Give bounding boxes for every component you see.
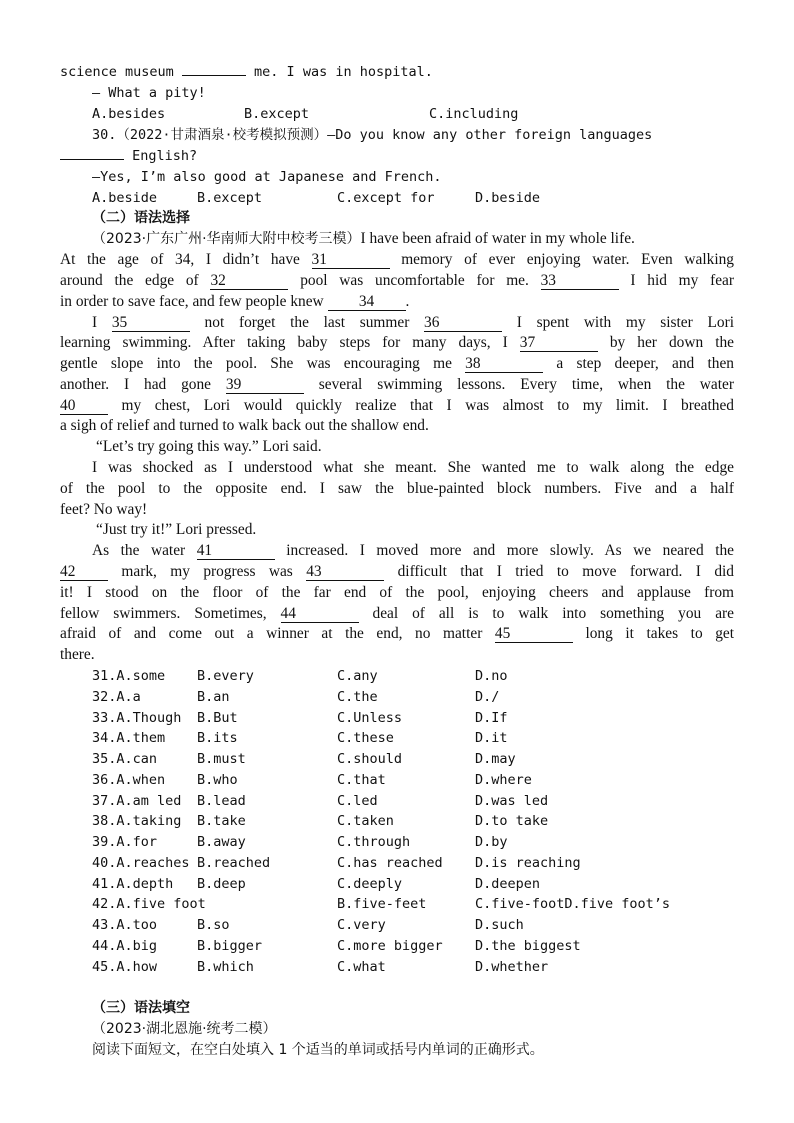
blank-38: 38 <box>465 355 543 373</box>
choice-option: C.more bigger <box>337 937 443 954</box>
blank-41: 41 <box>197 542 275 560</box>
choice-option: C.what <box>337 958 386 975</box>
choice-option: 36.A.when <box>92 771 166 788</box>
passage-text: memory of ever enjoying water. Even walking <box>389 251 734 268</box>
blank-40: 40 <box>60 397 108 415</box>
blank-31: 31 <box>312 251 390 269</box>
blank-35: 35 <box>112 314 190 332</box>
choice-option: 40.A.reaches <box>92 854 190 871</box>
passage-text: learning swimming. After taking baby steps for many days, I <box>60 334 520 351</box>
choice-option: C.should <box>337 751 403 767</box>
answer-blank <box>60 159 124 160</box>
blank-33: 33 <box>541 272 619 290</box>
passage-line <box>60 396 734 416</box>
blank-39: 39 <box>226 376 304 394</box>
passage-line <box>60 250 734 270</box>
passage-text: mark, my progress was <box>108 563 307 580</box>
choice-option: 41.A.depth <box>92 875 174 892</box>
passage-line <box>92 541 734 561</box>
q30-stem: 30.（2022·甘肃酒泉·校考模拟预测）—Do you know any other foreign languages <box>92 127 653 143</box>
passage-line <box>60 562 734 582</box>
choice-option: C.any <box>337 668 378 684</box>
choice-option: D.deepen <box>475 875 541 892</box>
choice-option: 38.A.taking <box>92 813 182 830</box>
passage-line <box>60 271 734 291</box>
choice-option: D.may <box>475 751 516 767</box>
choice-option: C.five-footD.five foot’s <box>475 896 671 913</box>
choice-option: C.led <box>337 792 378 809</box>
choice-option: 37.A.am led <box>92 792 182 809</box>
blank-43: 43 <box>306 563 384 581</box>
q29-line <box>60 62 433 82</box>
passage-text: fellow swimmers. Sometimes, <box>60 605 281 622</box>
blank-44: 44 <box>281 605 359 623</box>
passage-quote: “Just try it!” Lori pressed. <box>96 521 257 538</box>
passage-text: by her down the <box>597 334 735 351</box>
passage-text: another. I had gone <box>60 376 226 393</box>
choice-option: C.deeply <box>337 875 403 892</box>
blank-45: 45 <box>495 625 573 643</box>
section-heading-grammar-choice: （二）语法选择 <box>92 210 190 226</box>
choice-option: 32.A.a <box>92 688 141 705</box>
passage-text: I <box>92 314 112 331</box>
passage-text: long it takes to get <box>572 625 734 642</box>
choice-option: B.an <box>197 688 230 705</box>
passage-text: several swimming lessons. Every time, when the water <box>303 376 734 393</box>
choice-option: B.bigger <box>197 937 263 954</box>
choice-option: B.must <box>197 751 246 767</box>
choice-option: C.the <box>337 688 378 705</box>
passage-line <box>60 333 734 353</box>
choice-option: D.where <box>475 771 532 788</box>
q29-option-b: B.except <box>244 106 310 122</box>
choice-option: B.which <box>197 958 254 975</box>
section3-source: （2023·湖北恩施·统考二模） <box>92 1021 277 1037</box>
choice-option: D.it <box>475 730 508 747</box>
choice-option: 39.A.for <box>92 834 158 850</box>
choice-option: B.reached <box>197 854 271 871</box>
answer-blank <box>182 75 246 76</box>
choice-option: D.was led <box>475 792 549 809</box>
choice-option: B.who <box>197 771 238 788</box>
choice-option: 44.A.big <box>92 937 158 954</box>
choice-option: D.by <box>475 834 508 850</box>
passage-line: of the pool to the opposite end. I saw the blue-painted block numbers. Five and a half <box>60 480 734 497</box>
choice-option: 31.A.some <box>92 668 166 684</box>
choice-option: B.its <box>197 730 238 747</box>
choice-option: D.to take <box>475 813 549 830</box>
choice-option: 45.A.how <box>92 958 158 975</box>
passage-source: （2023·广东广州·华南师大附中校考三模） <box>92 231 361 247</box>
choice-option: B.But <box>197 709 238 726</box>
q30-line2 <box>60 146 197 166</box>
passage-text: not forget the last summer <box>189 314 425 331</box>
section3-instruction: 阅读下面短文，在空白处填入 1 个适当的单词或括号内单词的正确形式。 <box>92 1042 544 1058</box>
passage-line <box>60 604 734 624</box>
q30-option-a: A.beside <box>92 190 158 206</box>
choice-option: B.take <box>197 813 246 830</box>
q30-answer: —Yes, I’m also good at Japanese and French. <box>92 169 442 185</box>
choice-option: 42.A.five foot <box>92 896 206 913</box>
passage-text: I spent with my sister Lori <box>502 314 734 331</box>
q29-text-b: me. I was in hospital. <box>245 64 433 80</box>
choice-option: D.whether <box>475 958 549 975</box>
q30-option-c: C.except for <box>337 190 435 206</box>
passage-text: pool was uncomfortable for me. <box>288 272 541 289</box>
q29-text-a: science museum <box>60 64 182 80</box>
q29-reply: — What a pity! <box>92 85 206 101</box>
passage-text: As the water <box>92 542 197 559</box>
choice-option: C.that <box>337 771 386 788</box>
choice-option: B.away <box>197 834 246 850</box>
blank-37: 37 <box>520 334 598 352</box>
blank-34: 34 <box>328 293 406 311</box>
passage-text: afraid of and come out a winner at the end, no matter <box>60 625 495 642</box>
passage-line <box>92 229 734 249</box>
choice-option: D./ <box>475 688 500 705</box>
passage-text: in order to save face, and few people knew <box>60 293 328 310</box>
passage-text: I have been afraid of water in my whole life. <box>360 230 635 247</box>
q29-option-a: A.besides <box>92 106 166 122</box>
passage-line: there. <box>60 646 95 663</box>
choice-option: B.lead <box>197 792 246 809</box>
passage-text: a step deeper, and then <box>543 355 734 372</box>
passage-line <box>60 292 409 312</box>
passage-line <box>92 313 734 333</box>
passage-text: increased. I moved more and more slowly. As we neared the <box>274 542 734 559</box>
choice-option: B.five-feet <box>337 896 427 913</box>
choice-option: C.through <box>337 834 411 850</box>
passage-line <box>60 354 734 374</box>
choice-option: D.no <box>475 668 508 684</box>
choice-option: C.taken <box>337 813 394 830</box>
choice-option: D.is reaching <box>475 854 581 871</box>
choice-option: B.deep <box>197 875 246 892</box>
choice-option: D.such <box>475 917 524 933</box>
passage-text: deal of all is to walk into something you are <box>358 605 734 622</box>
q30-option-b: B.except <box>197 190 263 206</box>
passage-text: I hid my fear <box>618 272 734 289</box>
choice-option: 35.A.can <box>92 751 158 767</box>
choice-option: C.these <box>337 730 394 747</box>
choice-option: D.the biggest <box>475 937 581 954</box>
q29-option-c: C.including <box>429 106 519 122</box>
choice-option: C.very <box>337 917 386 933</box>
passage-quote: “Let’s try going this way.” Lori said. <box>96 438 322 455</box>
passage-line: it! I stood on the floor of the far end of the pool, enjoying cheers and applause from <box>60 584 734 601</box>
passage-text: At the age of 34, I didn’t have <box>60 251 312 268</box>
blank-42: 42 <box>60 563 108 581</box>
passage-line: I was shocked as I understood what she meant. She wanted me to walk along the edge <box>92 459 734 476</box>
choice-option: 33.A.Though <box>92 709 182 726</box>
passage-line <box>60 624 734 644</box>
choice-option: 43.A.too <box>92 917 158 933</box>
q30-option-d: D.beside <box>475 190 541 206</box>
passage-text: difficult that I tried to move forward. I did <box>384 563 734 580</box>
choice-option: 34.A.them <box>92 730 166 747</box>
passage-text: gentle slope into the pool. She was encouraging me <box>60 355 466 372</box>
passage-line: feet? No way! <box>60 501 148 518</box>
choice-option: B.so <box>197 917 230 933</box>
passage-text: my chest, Lori would quickly realize that I was almost to my limit. I breathed <box>108 397 734 414</box>
choice-option: C.has reached <box>337 854 443 871</box>
choice-option: B.every <box>197 668 254 684</box>
passage-line <box>60 375 734 395</box>
passage-text: around the edge of <box>60 272 211 289</box>
q30-line2-text: English? <box>124 148 198 164</box>
blank-36: 36 <box>424 314 502 332</box>
section-heading-grammar-fill: （三）语法填空 <box>92 1000 190 1016</box>
passage-line: a sigh of relief and turned to walk back out the shallow end. <box>60 417 429 434</box>
passage-text: . <box>405 293 410 310</box>
choice-option: C.Unless <box>337 709 403 726</box>
choice-option: D.If <box>475 709 508 726</box>
blank-32: 32 <box>210 272 288 290</box>
